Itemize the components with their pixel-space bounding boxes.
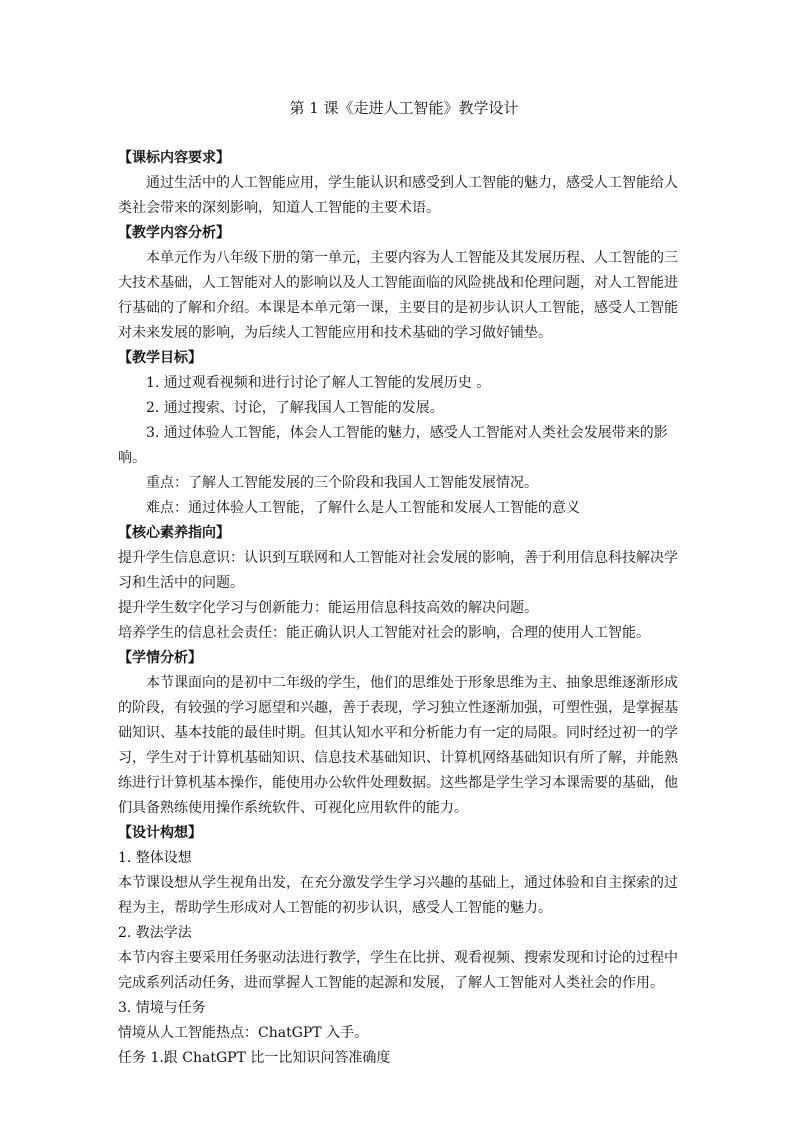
document-body: [118, 97, 678, 1071]
heading-content-analysis: 【教学内容分析】: [118, 225, 230, 241]
design-subheading-3: 3. 情境与任务: [118, 1000, 206, 1016]
paragraph-standard: 通过生活中的人工智能应用，学生能认识和感受到人工智能的魅力，感受人工智能给人类社会带来的深刻影响，知道人工智能的主要术语。: [118, 175, 678, 216]
heading-design: 【设计构想】: [118, 825, 202, 841]
heading-literacy: 【核心素养指向】: [118, 525, 230, 541]
objective-item-2: 2. 通过搜索、讨论，了解我国人工智能的发展。: [146, 400, 444, 416]
design-subheading-1: 1. 整体设想: [118, 850, 192, 866]
paragraph-content-analysis: 本单元作为八年级下册的第一单元，主要内容为人工智能及其发展历程、人工智能的三大技术基础，人工智能对人的影响以及人工智能面临的风险挑战和伦理问题，对人工智能进行基础的了解和介绍。本课是本单元第一课，主要目的是初步认识人工智能，感受人工智能对未来发展的影响，为后续人工智能应用和技术基础的学习做好铺垫。: [118, 250, 678, 341]
design-paragraph-1: 本节课设想从学生视角出发，在充分激发学生学习兴趣的基础上，通过体验和自主探索的过程为主，帮助学生形成对人工智能的初步认识，感受人工智能的魅力。: [118, 875, 678, 916]
objective-item-3: 3. 通过体验人工智能，体会人工智能的魅力，感受人工智能对人类社会发展带来的影: [146, 425, 668, 441]
design-subheading-2: 2. 教法学法: [118, 925, 192, 941]
key-point: 重点：了解人工智能发展的三个阶段和我国人工智能发展情况。: [146, 475, 538, 491]
literacy-paragraph-1: 提升学生信息意识：认识到互联网和人工智能对社会发展的影响，善于利用信息科技解决学习和生活中的问题。: [118, 550, 678, 591]
design-paragraph-3: 情境从人工智能热点：ChatGPT 入手。: [118, 1025, 369, 1041]
heading-objectives: 【教学目标】: [118, 350, 202, 366]
paragraph-learner-analysis: 本节课面向的是初中二年级的学生，他们的思维处于形象思维为主、抽象思维逐渐形成的阶段，有较强的学习愿望和兴趣，善于表现，学习独立性逐渐加强，可塑性强，是掌握基础知识、基本技能的最佳时期。但其认知水平和分析能力有一定的局限。同时经过初一的学习，学生对于计算机基础知识、信息技术基础知识、计算机网络基础知识有所了解，并能熟练进行计算机基本操作，能使用办公软件处理数据。这些都是学生学习本课需要的基础，他们具备熟练使用操作系统软件、可视化应用软件的能力。: [118, 675, 678, 816]
literacy-paragraph-2: 提升学生数字化学习与创新能力：能运用信息科技高效的解决问题。: [118, 600, 538, 616]
difficulty-point: 难点：通过体验人工智能，了解什么是人工智能和发展人工智能的意义: [146, 500, 580, 516]
objective-item-1: 1. 通过观看视频和进行讨论了解人工智能的发展历史 。: [146, 375, 491, 391]
literacy-paragraph-3: 培养学生的信息社会责任：能正确认识人工智能对社会的影响，合理的使用人工智能。: [118, 625, 650, 641]
objective-item-3-continued: 响。: [118, 450, 146, 466]
design-paragraph-2: 本节内容主要采用任务驱动法进行教学，学生在比拼、观看视频、搜索发现和讨论的过程中完成系列活动任务，进而掌握人工智能的起源和发展，了解人工智能对人类社会的作用。: [118, 950, 678, 991]
heading-standard: 【课标内容要求】: [118, 150, 230, 166]
task-1: 任务 1.跟 ChatGPT 比一比知识问答准确度: [118, 1050, 391, 1066]
heading-learner-analysis: 【学情分析】: [118, 650, 202, 666]
document-title: 第 1 课《走进人工智能》教学设计: [289, 99, 519, 117]
